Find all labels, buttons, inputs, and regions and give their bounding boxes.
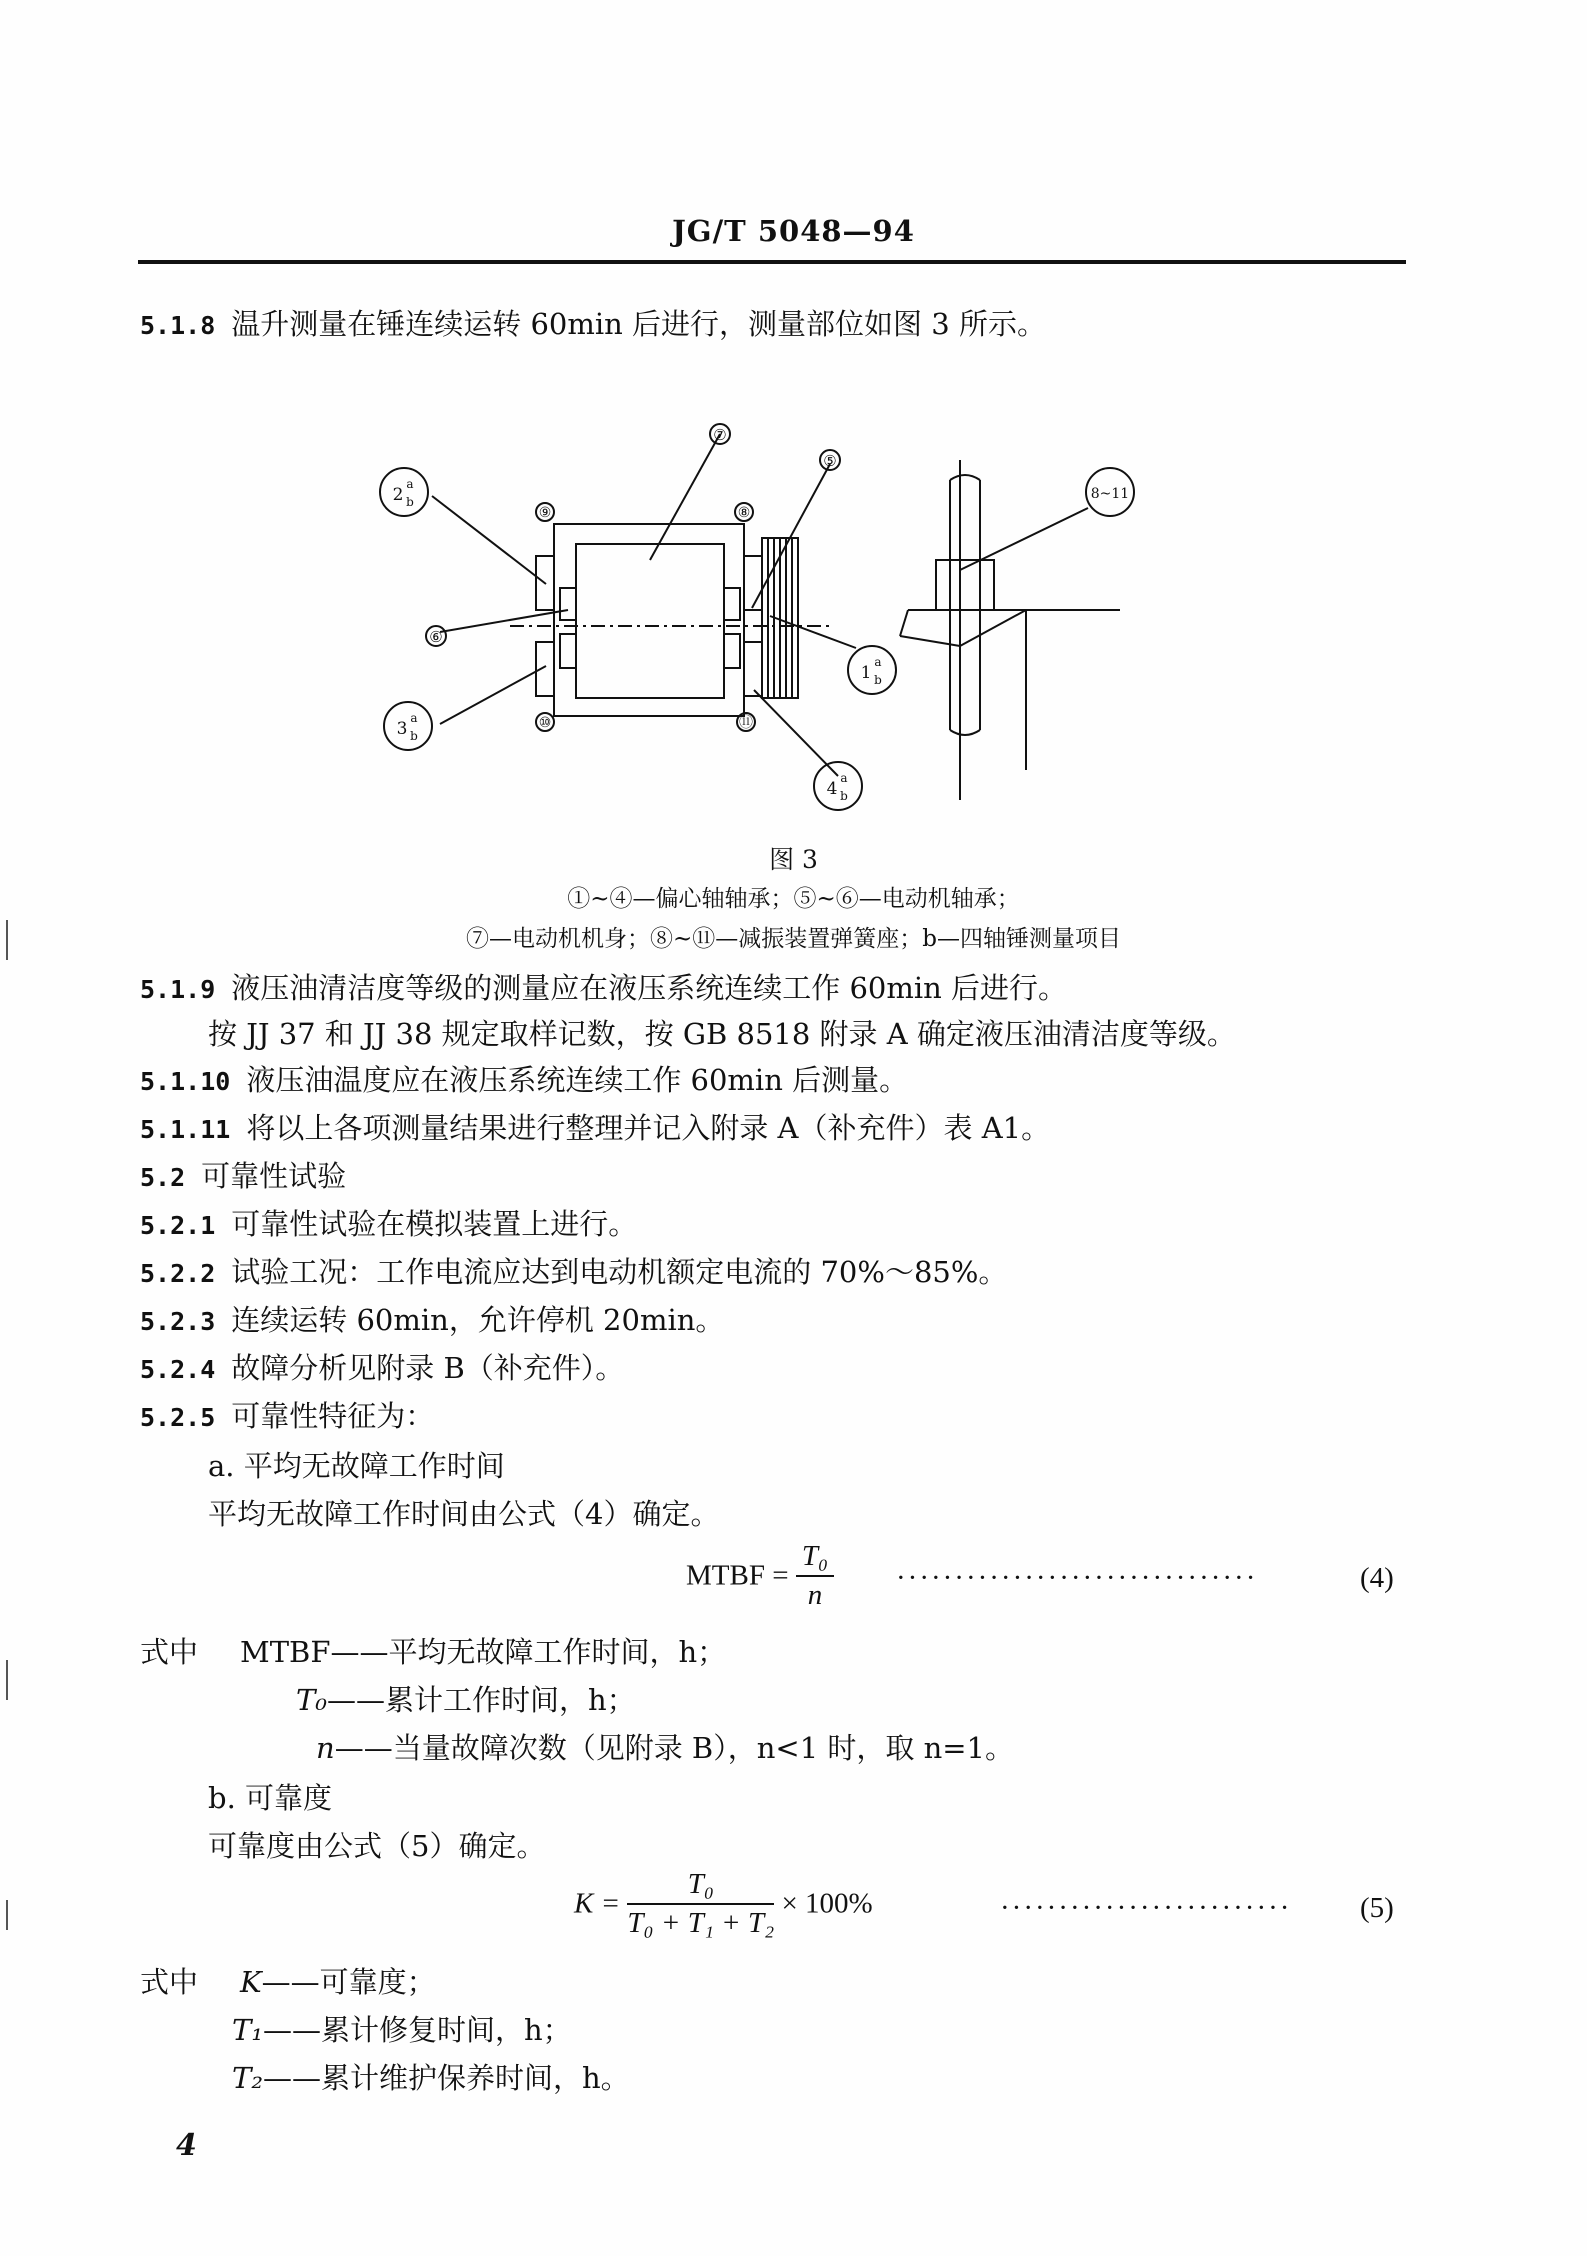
item-a-intro: 平均无故障工作时间由公式（4）确定。 (208, 1497, 720, 1531)
scan-mark (6, 1660, 8, 1700)
where-a-line3 (316, 1728, 1014, 1768)
clause-5-2-5 (140, 1396, 434, 1438)
clause-text: 可靠性试验在模拟装置上进行。 (231, 1207, 638, 1241)
callout-4-num: 4 (826, 779, 838, 799)
where-b: 式中 (140, 1965, 199, 1999)
eq5-lhs: K = (574, 1887, 621, 1920)
equation-4 (686, 1540, 834, 1612)
symbol-k: K (240, 1965, 262, 1999)
section-5-2 (140, 1156, 346, 1198)
page-header: JG/T 5048—94 (672, 214, 915, 248)
callout-3-num: 3 (396, 719, 408, 739)
clause-text: 连续运转 60min，允许停机 20min。 (231, 1303, 725, 1337)
clause-number: 5.1.11 (140, 1115, 231, 1144)
eq5-leader-dots: ························· (1000, 1892, 1292, 1924)
symbol-n: n (316, 1731, 335, 1765)
symbol-mtbf: MTBF (240, 1635, 331, 1669)
label-9: ⑨ (538, 505, 552, 521)
where-a: 式中 (140, 1635, 199, 1669)
where-b-line2 (232, 2010, 572, 2050)
callout-2-sup: a (406, 477, 414, 491)
clause-number: 5.1.8 (140, 311, 216, 340)
symbol-t1: T₁ (232, 2013, 263, 2047)
item-a-title: a. 平均无故障工作时间 (208, 1449, 505, 1483)
clause-text: 可靠性特征为： (231, 1399, 435, 1433)
where-a-line2 (296, 1680, 636, 1720)
motor-body (576, 544, 724, 698)
clause-number: 5.1.9 (140, 975, 216, 1004)
clause-5-1-9-cont: 按 JJ 37 和 JJ 38 规定取样记数，按 GB 8518 附录 A 确定液压油清洁度等级。 (208, 1017, 1236, 1051)
clause-text: 液压油温度应在液压系统连续工作 60min 后测量。 (246, 1063, 909, 1097)
symbol-n-desc: ——当量故障次数（见附录 B），n<1 时，取 n=1。 (334, 1731, 1015, 1765)
eq4-denominator: n (807, 1579, 823, 1611)
symbol-t1-desc: ——累计修复时间，h； (262, 2013, 572, 2047)
clause-number: 5.2.1 (140, 1211, 216, 1240)
eq4-lhs: MTBF = (686, 1559, 789, 1592)
label-11: ⑪ (739, 715, 753, 731)
clause-number: 5.2.2 (140, 1259, 216, 1288)
label-10: ⑩ (538, 715, 552, 731)
label-7: ⑦ (713, 426, 727, 444)
clause-5-2-1 (140, 1204, 637, 1246)
clause-text: 将以上各项测量结果进行整理并记入附录 A（补充件）表 A1。 (246, 1111, 1051, 1145)
callout-3-sup: a (410, 711, 418, 725)
item-b-intro: 可靠度由公式（5）确定。 (208, 1829, 546, 1863)
clause-5-2-4 (140, 1348, 624, 1390)
symbol-k-desc: ——可靠度； (261, 1965, 436, 1999)
eq4-leader-dots: ······························· (896, 1562, 1258, 1594)
header-rule (138, 260, 1406, 264)
motor-frame (554, 524, 744, 716)
section-title: 可靠性试验 (201, 1159, 347, 1193)
callout-2-sub: b (406, 495, 414, 509)
clause-5-2-3 (140, 1300, 724, 1342)
label-6: ⑥ (429, 628, 443, 646)
clause-text: 故障分析见附录 B（补充件）。 (231, 1351, 625, 1385)
callout-1-num: 1 (860, 663, 872, 683)
where-a-line1 (240, 1632, 726, 1672)
equation-5 (574, 1868, 873, 1940)
clause-5-1-11 (140, 1108, 1050, 1150)
eq5-number: (5) (1360, 1892, 1394, 1924)
clause-number: 5.2.3 (140, 1307, 216, 1336)
item-b-title: b. 可靠度 (208, 1781, 333, 1815)
eq5-rhs: × 100% (781, 1887, 873, 1920)
figure-caption-line1: ①~④—偏心轴轴承；⑤~⑥—电动机轴承； (567, 886, 1020, 912)
eq5-denominator: T₀ + T₁ + T₂ (627, 1907, 775, 1939)
figure-title: 图 3 (769, 845, 818, 874)
clause-number: 5.2.5 (140, 1403, 216, 1432)
symbol-t0: T₀ (296, 1683, 327, 1717)
symbol-t2-desc: ——累计维护保养时间，h。 (262, 2061, 630, 2095)
clause-5-2-2 (140, 1252, 1007, 1294)
where-b-line1 (240, 1962, 436, 2002)
eq4-fraction (796, 1540, 834, 1612)
callout-4-sup: a (840, 771, 848, 785)
clause-text: 液压油清洁度等级的测量应在液压系统连续工作 60min 后进行。 (231, 971, 1068, 1005)
page-number: 4 (176, 2128, 197, 2163)
clause-text: 温升测量在锤连续运转 60min 后进行，测量部位如图 3 所示。 (231, 307, 1046, 341)
clause-5-1-9 (140, 968, 1067, 1010)
clause-5-1-10 (140, 1060, 908, 1102)
callout-8-11: 8~11 (1090, 486, 1130, 502)
label-5: ⑤ (823, 452, 837, 470)
callout-4-sub: b (840, 789, 848, 803)
symbol-t2: T₂ (232, 2061, 263, 2095)
eq5-fraction (627, 1868, 774, 1940)
callout-1-sup: a (874, 655, 882, 669)
where-b-line3 (232, 2058, 630, 2098)
clause-number: 5.2 (140, 1163, 186, 1192)
scan-mark (6, 1900, 8, 1930)
figure-3-diagram (360, 420, 1160, 830)
callout-1-sub: b (874, 673, 882, 687)
eq4-number: (4) (1360, 1562, 1394, 1594)
symbol-t0-desc: ——累计工作时间，h； (326, 1683, 636, 1717)
clause-number: 5.1.10 (140, 1067, 231, 1096)
symbol-mtbf-desc: ——平均无故障工作时间，h； (330, 1635, 727, 1669)
callout-3-sub: b (410, 729, 418, 743)
eq5-numerator: T₀ (627, 1868, 774, 1905)
clause-number: 5.2.4 (140, 1355, 216, 1384)
clause-5-1-8 (140, 304, 1046, 346)
clause-text: 试验工况：工作电流应达到电动机额定电流的 70%～85%。 (231, 1255, 1008, 1289)
figure-caption-line2: ⑦—电动机机身；⑧~⑪—减振装置弹簧座；b—四轴锤测量项目 (466, 926, 1121, 952)
callout-2-num: 2 (392, 485, 404, 505)
label-8: ⑧ (737, 505, 751, 521)
eq4-numerator: T₀ (796, 1540, 834, 1577)
